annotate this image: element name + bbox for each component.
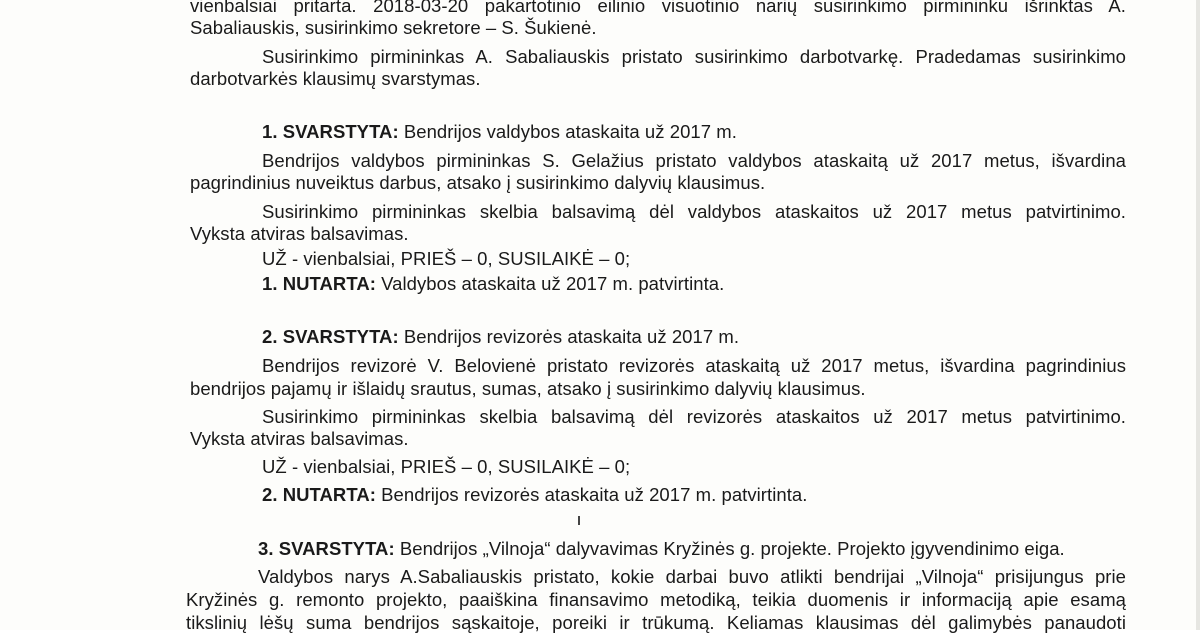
scan-speck — [578, 516, 580, 525]
vote-result: UŽ - vienbalsiai, PRIEŠ – 0, SUSILAIKĖ – 0; — [262, 456, 631, 477]
text-line: Susirinkimo pirmininkas skelbia balsavimą dėl valdybos ataskaitos už 2017 metus patvirtinimo. — [262, 201, 1126, 222]
text-line: Susirinkimo pirmininkas A. Sabaliauskis pristato susirinkimo darbotvarkę. Pradedamas susirinkimo — [262, 46, 1126, 67]
text-line: Bendrijos valdybos pirmininkas S. Gelažius pristato valdybos ataskaitą už 2017 metus, išvardina — [262, 150, 1126, 171]
decision-line: 1. NUTARTA: Valdybos ataskaita už 2017 m. patvirtinta. — [262, 273, 725, 294]
text-line: pagrindinius nuveiktus darbus, atsako į susirinkimo dalyvių klausimus. — [190, 172, 766, 193]
decision-line: 2. NUTARTA: Bendrijos revizorės ataskaita už 2017 m. patvirtinta. — [262, 484, 808, 505]
text-line: Vyksta atviras balsavimas. — [190, 223, 409, 244]
section-label: 1. SVARSTYTA: — [262, 121, 399, 142]
text-line: tikslinių lėšų suma bendrijos sąskaitoje, poreiki ir trūkumą. Keliamas klausimas dėl galimybės panaudoti — [186, 612, 1126, 633]
text-line: Valdybos narys A.Sabaliauskis pristato, kokie darbai buvo atlikti bendrijai „Vilnoja“ prisijungus prie — [258, 566, 1126, 587]
text-line: vienbalsiai pritarta. 2018-03-20 pakartotinio eilinio visuotinio narių susirinkimo pirmininku išrinktas A. — [190, 0, 1126, 16]
text-line: Sabaliauskis, susirinkimo sekretore – S. Šukienė. — [190, 17, 597, 38]
page-edge — [1196, 0, 1200, 630]
section-heading: 3. SVARSTYTA: Bendrijos „Vilnoja“ dalyvavimas Kryžinės g. projekte. Projekto įgyvendinimo eiga. — [258, 538, 1065, 559]
section-heading: 1. SVARSTYTA: Bendrijos valdybos ataskaita už 2017 m. — [262, 121, 737, 142]
text-line: Bendrijos revizorė V. Belovienė pristato revizorės ataskaitą už 2017 metus, išvardina pagrindinius — [262, 355, 1126, 376]
text-line: bendrijos pajamų ir išlaidų srautus, sumas, atsako į susirinkimo dalyvių klausimus. — [190, 378, 866, 399]
decision-label: 2. NUTARTA: — [262, 484, 376, 505]
section-heading: 2. SVARSTYTA: Bendrijos revizorės ataskaita už 2017 m. — [262, 326, 740, 347]
text-line: Kryžinės g. remonto projekto, paaiškina finansavimo metodiką, teikia duomenis ir informaciją apie esamą — [186, 589, 1126, 610]
section-label: 3. SVARSTYTA: — [258, 538, 395, 559]
text-line: Susirinkimo pirmininkas skelbia balsavimą dėl revizorės ataskaitos už 2017 metus patvirtinimo. — [262, 406, 1126, 427]
vote-result: UŽ - vienbalsiai, PRIEŠ – 0, SUSILAIKĖ – 0; — [262, 248, 631, 269]
text-line: Vyksta atviras balsavimas. — [190, 428, 409, 449]
decision-label: 1. NUTARTA: — [262, 273, 376, 294]
text-line: darbotvarkės klausimų svarstymas. — [190, 68, 481, 89]
section-label: 2. SVARSTYTA: — [262, 326, 399, 347]
